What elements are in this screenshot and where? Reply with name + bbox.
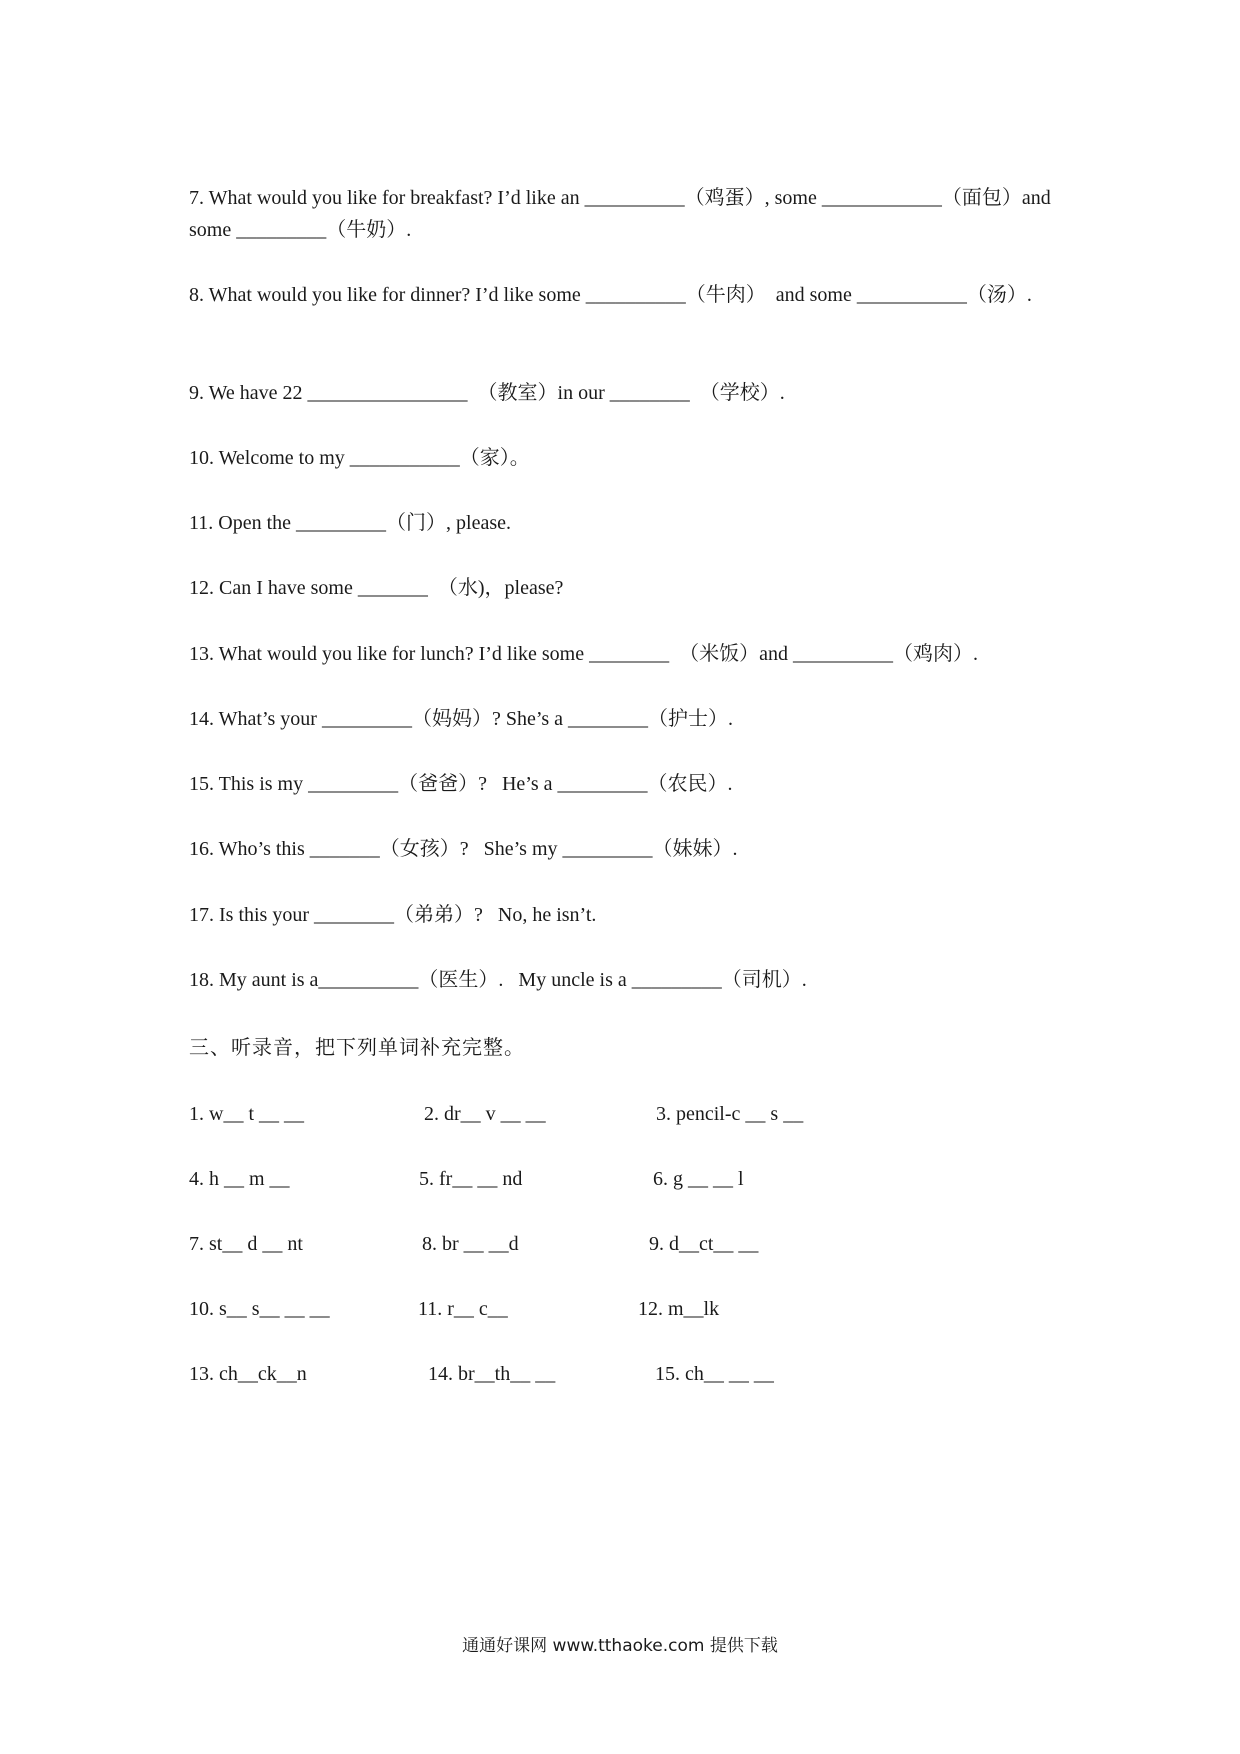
word-item: 11. r__ c__	[418, 1298, 508, 1320]
word-row	[189, 1098, 889, 1130]
word-item: 8. br __ __d	[422, 1233, 519, 1255]
question-14: 14. What’s your _________（妈妈）? She’s a ________（护士）.	[189, 708, 734, 730]
question-16: 16. Who’s this _______（女孩）? She’s my _________（妹妹）.	[189, 838, 738, 860]
question-10: 10. Welcome to my ___________（家）。	[189, 447, 530, 469]
word-row	[189, 1293, 889, 1325]
word-item: 15. ch__ __ __	[655, 1363, 774, 1385]
word-item: 6. g __ __ l	[653, 1168, 744, 1190]
word-item: 5. fr__ __ nd	[419, 1168, 523, 1190]
word-item: 4. h __ m __	[189, 1168, 290, 1190]
question-12: 12. Can I have some _______ （水)，please?	[189, 577, 564, 599]
question-15: 15. This is my _________（爸爸）? He’s a _________（农民）.	[189, 773, 733, 795]
word-item: 9. d__ct__ __	[649, 1233, 759, 1255]
question-18: 18. My aunt is a__________（医生）. My uncle is a _________（司机）.	[189, 969, 807, 991]
word-row	[189, 1228, 889, 1260]
question-7: 7. What would you like for breakfast? I’d like an __________（鸡蛋）, some ____________（面包）and some _________（牛奶）.	[189, 187, 1056, 241]
section-three-heading: 三、听录音，把下列单词补充完整。	[189, 1035, 525, 1059]
word-item: 13. ch__ck__n	[189, 1363, 307, 1385]
question-11: 11. Open the _________（门）, please.	[189, 512, 511, 534]
word-item: 2. dr__ v __ __	[424, 1103, 546, 1125]
word-item: 7. st__ d __ nt	[189, 1233, 303, 1255]
page-footer: 通通好课网 www.tthaoke.com 提供下载	[462, 1636, 778, 1656]
word-item: 14. br__th__ __	[428, 1363, 556, 1385]
word-item: 12. m__lk	[638, 1298, 720, 1320]
word-item: 10. s__ s__ __ __	[189, 1298, 330, 1320]
word-item: 3. pencil-c __ s __	[656, 1103, 804, 1125]
word-row	[189, 1358, 889, 1390]
question-8: 8. What would you like for dinner? I’d like some __________（牛肉） and some ___________（汤）.	[189, 284, 1032, 306]
word-row	[189, 1163, 889, 1195]
question-9: 9. We have 22 ________________ （教室）in our ________ （学校）.	[189, 382, 785, 404]
question-17: 17. Is this your ________（弟弟）? No, he isn’t.	[189, 904, 597, 926]
word-item: 1. w__ t __ __	[189, 1103, 304, 1125]
question-13: 13. What would you like for lunch? I’d like some ________ （米饭）and __________（鸡肉）.	[189, 643, 978, 665]
